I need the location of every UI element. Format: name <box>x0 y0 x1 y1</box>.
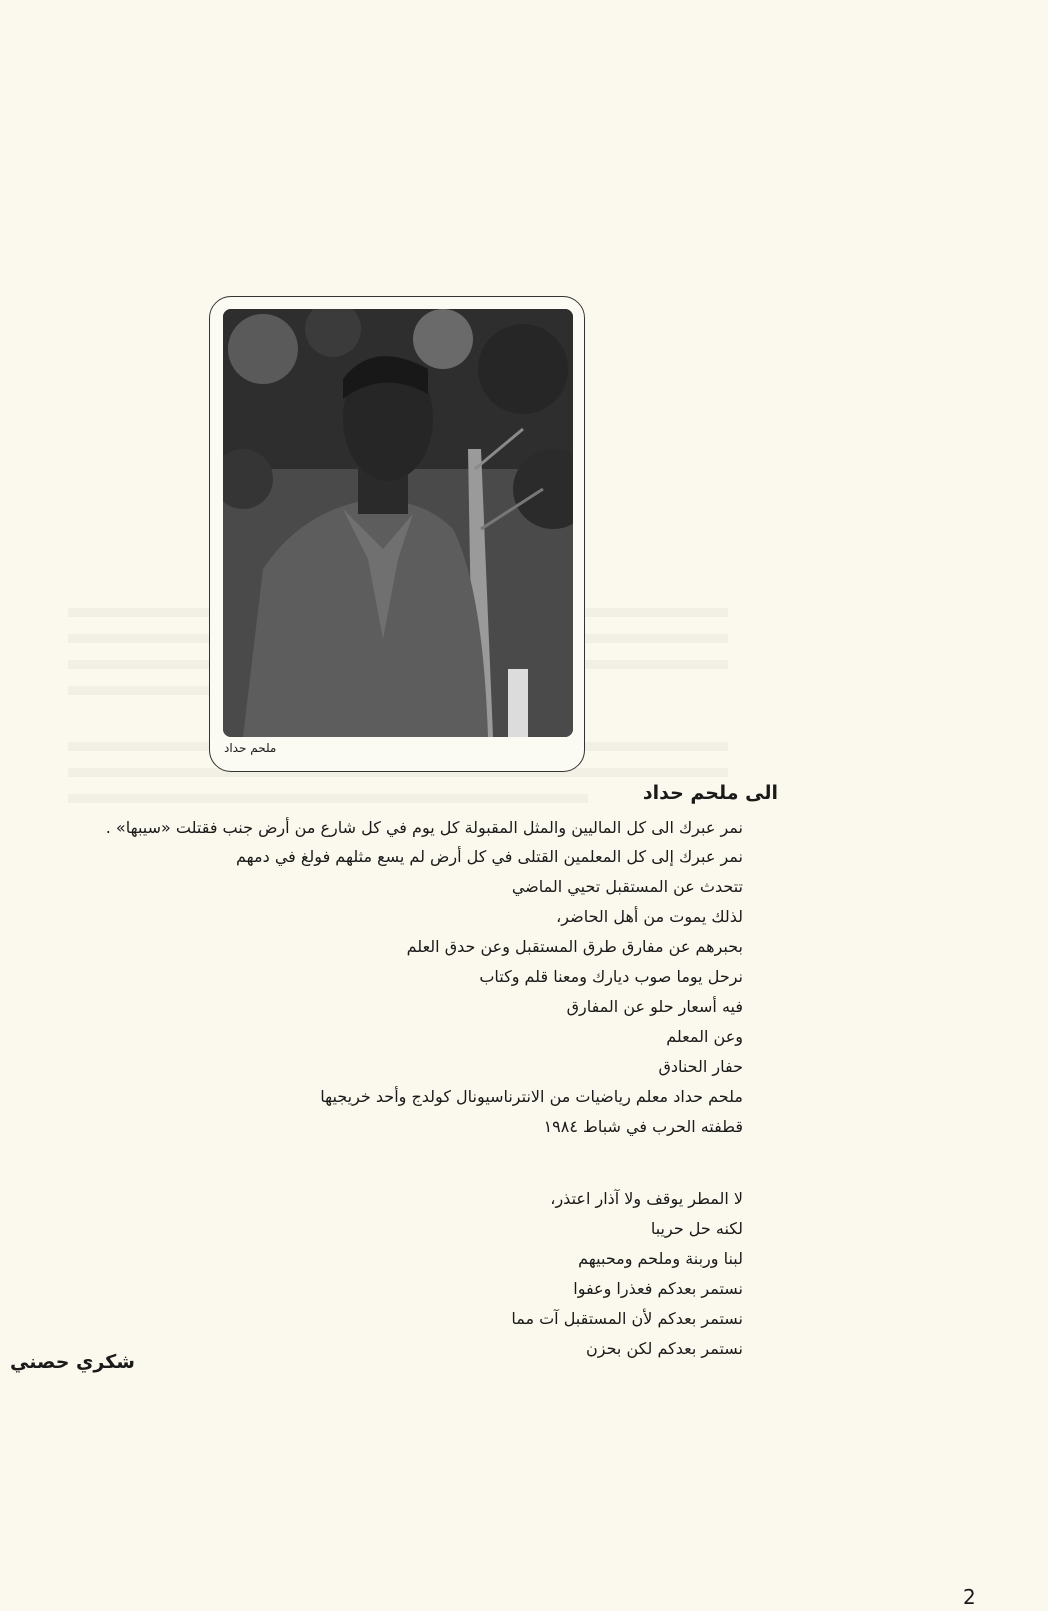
poem-line: نمر عبرك إلى كل المعلمين القتلى في كل أرض لم يسع مثلهم فولغ في دمهم <box>236 847 743 866</box>
poem-line: بحبرهم عن مفارق طرق المستقبل وعن حدق العلم <box>406 937 743 956</box>
author-name: شكري حصني <box>10 1351 135 1373</box>
poem-line: نستمر بعدكم فعذرا وعفوا <box>573 1279 743 1298</box>
portrait-photo <box>223 309 573 737</box>
show-through-text <box>68 794 588 803</box>
poem-line: تتحدث عن المستقبل تحيي الماضي <box>511 877 743 896</box>
poem-line: فيه أسعار حلو عن المفارق <box>566 997 743 1016</box>
poem-line: نمر عبرك الى كل الماليين والمثل المقبولة كل يوم في كل شارع من أرض جنب فقتلت «سيبها» . <box>105 818 743 837</box>
poem-line: قطفته الحرب في شباط ١٩٨٤ <box>543 1117 743 1136</box>
photo-card <box>209 296 585 772</box>
poem-line: نرحل يوما صوب ديارك ومعنا قلم وكتاب <box>479 967 743 986</box>
poem-line: لكنه حل حريبا <box>650 1219 743 1238</box>
photo-caption: ملحم حداد <box>224 741 277 755</box>
poem-line: حفار الحنادق <box>658 1057 743 1076</box>
page-number: 2 <box>963 1585 976 1609</box>
poem-line: لا المطر يوقف ولا آذار اعتذر، <box>550 1189 743 1208</box>
poem-title: الى ملحم حداد <box>642 782 778 804</box>
poem-line: نستمر بعدكم لكن بحزن <box>586 1339 743 1358</box>
poem-line: لذلك يموت من أهل الحاضر، <box>556 907 743 926</box>
poem-line: نستمر بعدكم لأن المستقبل آت مما <box>511 1309 743 1328</box>
poem-line: ملحم حداد معلم رياضيات من الانترناسيونال كولدج وأحد خريجيها <box>320 1087 743 1106</box>
poem-line: لبنا وربنة وملحم ومحبيهم <box>578 1249 743 1268</box>
poem-line: وعن المعلم <box>666 1027 743 1046</box>
